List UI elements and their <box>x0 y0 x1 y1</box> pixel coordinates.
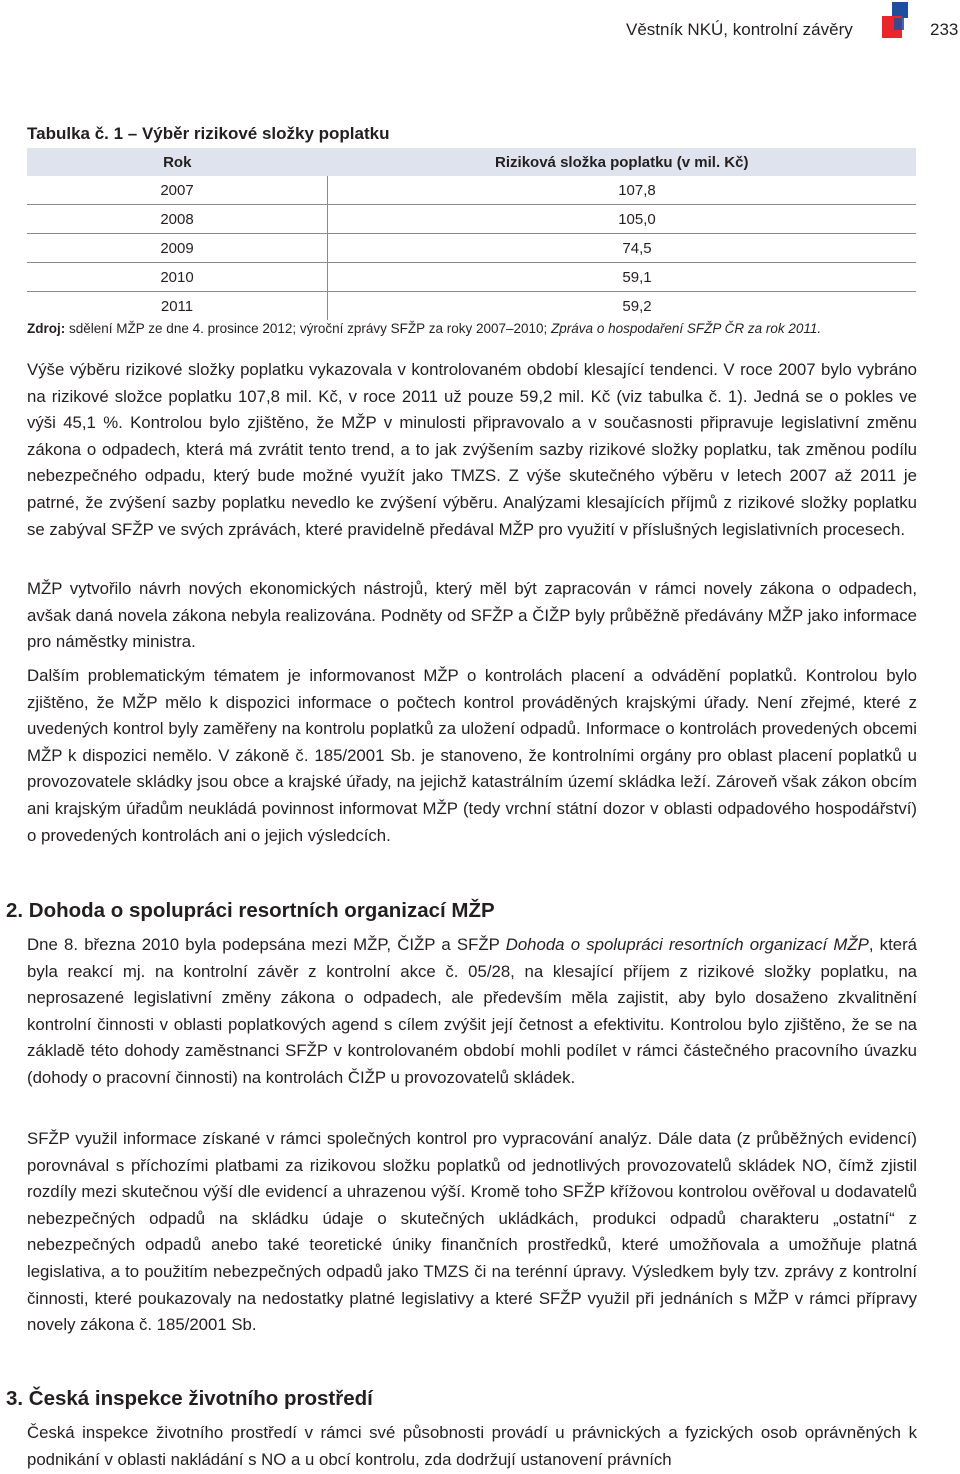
value-cell: 105,0 <box>328 205 917 234</box>
year-cell: 2007 <box>27 176 328 205</box>
section-heading-2: 2. Dohoda o spolupráci resortních organizací MŽP <box>6 899 495 922</box>
paragraph-economic-tools: MŽP vytvořilo návrh nových ekonomických nástrojů, který měl být zapracován v rámci novely zákona o odpadech, avšak daná novela zákona nebyla realizována. Podněty od SFŽP a ČIŽP byly průběžně předávány MŽP jako informace pro náměstky ministra. <box>27 579 917 652</box>
paragraph-agreement <box>27 932 917 1092</box>
table-row <box>27 292 916 321</box>
year-cell: 2009 <box>27 234 328 263</box>
logo-overlap <box>894 18 904 30</box>
agreement-intro: Dne 8. března 2010 byla podepsána mezi MŽP, ČIŽP a SFŽP <box>27 935 500 954</box>
source-text: sdělení MŽP ze dne 4. prosince 2012; výroční zprávy SFŽP za roky 2007–2010; <box>69 321 548 336</box>
paragraph-sfzp-analysis: SFŽP využil informace získané v rámci společných kontrol pro vypracování analýz. Dále data (z průběžných evidencí) porovnával s příchozími platbami za rizikovou složku poplatků od jednotlivých provozovatelů skládek NO, čímž zjistil rozdíly mezi skutečnou výší dle evidencí a uhrazenou výší. Kromě toho SFŽP křížovou kontrolou ověřoval u dodavatelů nebezpečných odpadů na skládku údaje o skutečných ukládkách, produkci odpadů charakteru „ostatní“ z nebezpečných odpadů anebo také teoretické úniky finančních prostředků, které umožňovala a umožňuje platná legislativa, a to použitím nebezpečných odpadů jako TMZS či na terénní úpravy. Výsledkem byly tzv. zprávy z kontrolní činnosti, které poukazovaly na nedostatky platné legislativy a které SFŽP využil při jednáních s MŽP v rámci přípravy novely zákona č. 185/2001 Sb. <box>27 1129 917 1335</box>
value-cell: 59,1 <box>328 263 917 292</box>
source-italic: Zpráva o hospodaření SFŽP ČR za rok 2011. <box>551 321 822 336</box>
agreement-body: , která byla reakcí mj. na kontrolní závěr z kontrolní akce č. 05/28, na klesající příjem z rizikové složky poplatku, na neprosazené legislativní změny zákona o odpadech, ale především měla zajistit, aby bylo dosaženo zkvalitnění kontrolní činnosti v oblasti poplatkových agend s cílem zvýšit její četnost a efektivitu. Kontrolou bylo zjištěno, že se na základě této dohody zaměstnanci SFŽP v kontrolovaném období mohli podílet v rámci částečného pracovního úvazku (dohody o pracovní činnosti) na kontrolách ČIŽP u provozovatelů skládek. <box>27 935 917 1087</box>
value-cell: 74,5 <box>328 234 917 263</box>
column-header-value: Riziková složka poplatku (v mil. Kč) <box>328 148 917 176</box>
table-row <box>27 234 916 263</box>
column-header-year: Rok <box>27 148 328 176</box>
paragraph-inspection: Česká inspekce životního prostředí v rámci své působnosti provádí u právnických a fyzických osob oprávněných k podnikání v oblasti nakládání s NO a u obcí kontrolu, zda dodržují ustanovení právních <box>27 1423 917 1469</box>
paragraph-information: Dalším problematickým tématem je informovanost MŽP o kontrolách placení a odvádění poplatků. Kontrolou bylo zjištěno, že MŽP mělo k dispozici informace o počtech kontrol prováděných krajskými úřady. Není zřejmé, které z uvedených kontrol byly zaměřeny na kontrolu poplatků za uložení odpadů. Informace o kontrolách provedených obcemi MŽP k dispozici nemělo. V zákoně č. 185/2001 Sb. je stanoveno, že kontrolními orgány pro oblast placení poplatků u provozovatele skládky jsou obce a krajské úřady, na jejichž katastrálním území skládka leží. Zároveň však zákon obcím ani krajským úřadům neukládá povinnost informovat MŽP (tedy vrchní státní dozor v oblasti odpadového hospodářství) o provedených kontrolách ani o jejich výsledcích. <box>27 666 917 845</box>
year-cell: 2008 <box>27 205 328 234</box>
table-source-note <box>27 321 927 336</box>
value-cell: 107,8 <box>328 176 917 205</box>
table-row <box>27 263 916 292</box>
table-row <box>27 205 916 234</box>
page-header <box>0 0 960 60</box>
value-cell: 59,2 <box>328 292 917 321</box>
paragraph-fee-decline: Výše výběru rizikové složky poplatku vykazovala v kontrolovaném období klesající tendenci. V roce 2007 bylo vybráno na rizikové složce poplatku 107,8 mil. Kč, v roce 2011 už pouze 59,2 mil. Kč (viz tabulka č. 1). Jedná se o pokles ve výši 45,1 %. Kontrolou bylo zjištěno, že MŽP v minulosti připravovalo a v současnosti připravuje legislativní změnu zákona o odpadech, která má zvrátit tento trend, a to jak zvýšením sazby rizikové složky poplatku, tak změnou podílu nebezpečného odpadu, který bude možné využít jako TMZS. Z výše skutečného výběru v letech 2007 až 2011 je patrné, že zvýšení sazby poplatku nevedlo ke zvýšení výběru. Analýzami klesajících příjmů z rizikové složky poplatku se zabýval SFŽP ve svých zprávách, které pravidelně předával MŽP pro využití v příslušných legislativních procesech. <box>27 360 917 539</box>
section-heading-3: 3. Česká inspekce životního prostředí <box>6 1387 373 1410</box>
logo-blue-square <box>892 2 908 18</box>
table-row <box>27 176 916 205</box>
publication-title: Věstník NKÚ, kontrolní závěry <box>626 20 853 39</box>
fee-table <box>27 148 916 320</box>
source-label: Zdroj: <box>27 321 66 336</box>
table-caption: Tabulka č. 1 – Výběr rizikové složky poplatku <box>27 124 390 143</box>
year-cell: 2011 <box>160 297 194 315</box>
year-cell: 2010 <box>27 263 328 292</box>
table-header-row <box>27 148 916 176</box>
agreement-title: Dohoda o spolupráci resortních organizací MŽP <box>505 935 869 954</box>
page-number: 233 <box>930 20 959 39</box>
nku-logo-icon <box>882 2 920 40</box>
